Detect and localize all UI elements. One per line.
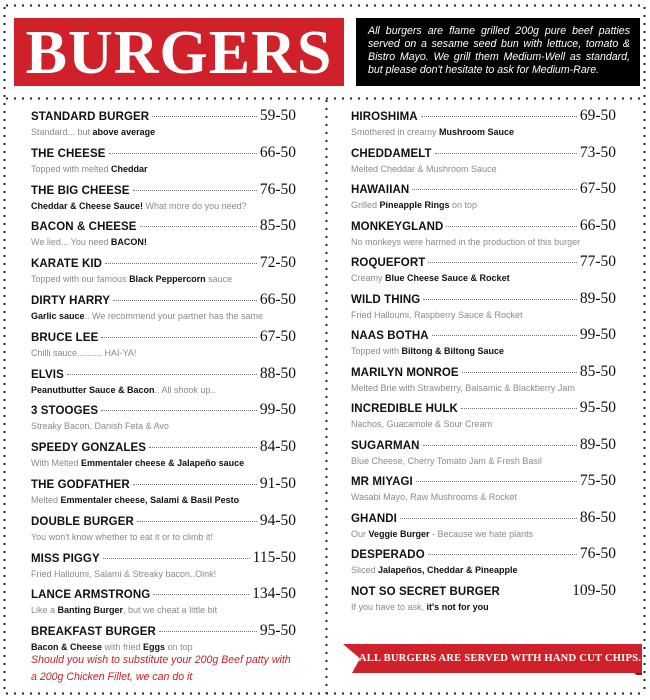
description-text: .. We recommend your partner has the same xyxy=(84,310,263,321)
description-highlight: Pineapple Rings xyxy=(379,200,450,210)
menu-item-price: 77-50 xyxy=(579,253,616,270)
dot-leader xyxy=(435,153,577,154)
menu-item-name: SPEEDY GONZALES xyxy=(31,442,147,455)
menu-item-description xyxy=(351,126,616,138)
menu-item-price: 94-50 xyxy=(259,511,296,529)
dot-leader xyxy=(140,226,257,227)
menu-item-price: 76-50 xyxy=(579,545,616,562)
menu-item-name: KARATE KID xyxy=(31,258,103,271)
menu-item xyxy=(351,144,616,181)
menu-item-row xyxy=(31,475,296,494)
menu-item-row xyxy=(351,399,616,418)
menu-item-price: 99-50 xyxy=(579,326,616,343)
menu-item-row xyxy=(31,438,296,457)
menu-item-description xyxy=(31,494,296,506)
description-text: Smothered in creamy xyxy=(351,127,440,137)
menu-item-name: INCREDIBLE HULK xyxy=(351,403,458,415)
menu-item-description xyxy=(351,528,616,540)
menu-item-row xyxy=(31,622,296,641)
menu-item-description xyxy=(351,601,616,613)
left-dotted-border xyxy=(3,4,6,695)
description-text: Sliced xyxy=(351,565,379,575)
menu-item-row xyxy=(351,107,616,126)
menu-item-price: 72-50 xyxy=(259,254,296,272)
menu-item-name: MARILYN MONROE xyxy=(351,366,459,379)
description-text: Fried Halloumi, Salami & Streaky bacon..Oink! xyxy=(31,568,217,579)
right-dotted-border xyxy=(643,4,646,695)
description-highlight: Jalapeños, Cheddar & Pineapple xyxy=(378,565,518,575)
description-text: What more do you need? xyxy=(143,200,247,211)
description-text: If you have to ask, xyxy=(351,601,427,612)
menu-item-name: SUGARMAN xyxy=(351,439,420,452)
menu-item-description xyxy=(31,126,296,138)
description-highlight: Biltong & Biltong Sauce xyxy=(401,346,505,356)
description-highlight: Bacon & Cheese xyxy=(31,642,103,653)
menu-item-name: THE GODFATHER xyxy=(31,478,130,491)
chips-banner xyxy=(343,644,646,675)
dot-leader xyxy=(461,408,577,409)
menu-item-price: 75-50 xyxy=(579,472,616,489)
title-banner xyxy=(14,18,344,86)
menu-item-description xyxy=(351,455,616,467)
description-highlight: Cheddar xyxy=(111,163,148,174)
menu-item xyxy=(31,144,296,181)
menu-item xyxy=(351,436,616,473)
menu-item-description xyxy=(31,163,296,175)
menu-item-price: 66-50 xyxy=(259,143,296,161)
dot-leader xyxy=(428,262,576,263)
menu-item-row xyxy=(31,254,296,273)
menu-item-price: 66-50 xyxy=(579,216,616,234)
description-text: Melted xyxy=(31,494,61,505)
description-highlight: Garlic sauce xyxy=(31,310,85,321)
description-highlight: Black Peppercorn xyxy=(129,274,206,285)
description-text: Fried Halloumi, Raspberry Sauce & Rocket xyxy=(351,309,523,320)
menu-item-price: 115-50 xyxy=(252,548,296,566)
description-highlight: BACON! xyxy=(110,237,147,248)
menu-item-price: 95-50 xyxy=(579,399,616,416)
menu-item xyxy=(31,512,296,549)
menu-item xyxy=(351,290,616,327)
menu-item-name: GHANDI xyxy=(351,512,397,525)
menu-item xyxy=(351,582,616,619)
menu-item-name: NAAS BOTHA xyxy=(351,330,429,342)
menu-item-description xyxy=(351,491,616,503)
description-text: sauce xyxy=(205,274,233,285)
menu-item-row xyxy=(31,512,296,531)
menu-item xyxy=(31,585,296,622)
menu-item xyxy=(31,438,296,475)
menu-item xyxy=(31,328,296,365)
description-highlight: Peanutbutter Sauce & Bacon xyxy=(31,384,155,395)
description-highlight: above average xyxy=(92,127,156,137)
menu-item-name: HIROSHIMA xyxy=(351,111,418,123)
menu-item-description xyxy=(351,382,616,394)
description-text: , but we cheat a little bit xyxy=(123,605,218,616)
description-text: Streaky Bacon, Danish Feta & Avo xyxy=(31,421,169,432)
description-text: With Melted xyxy=(31,458,82,469)
intro-box xyxy=(356,18,640,86)
dot-leader xyxy=(153,594,249,595)
menu-item-row xyxy=(351,144,616,163)
dot-leader xyxy=(67,374,257,375)
description-highlight: Cheddar & Cheese Sauce! xyxy=(31,200,144,211)
menu-item-row xyxy=(351,326,616,345)
intro-text: All burgers are flame grilled 200g pure beef patties served on a sesame seed bun with lettuce, tomato & Bistro Mayo. We grill them Medium-Well as standard, but please don't hesitate to ask for Medium-Rare. xyxy=(368,25,630,76)
menu-item xyxy=(31,217,296,254)
menu-item xyxy=(351,217,616,254)
menu-item-row xyxy=(351,253,616,272)
dot-leader xyxy=(428,554,577,555)
menu-item xyxy=(31,291,296,328)
description-highlight: Blue Cheese Sauce & Rocket xyxy=(385,273,510,283)
dot-leader xyxy=(101,410,257,411)
menu-item-row xyxy=(31,328,296,347)
menu-item-description xyxy=(351,199,616,211)
menu-item xyxy=(31,365,296,402)
menu-item xyxy=(351,180,616,217)
menu-item xyxy=(351,545,616,582)
description-highlight: Emmentaler cheese & Jalapeño sauce xyxy=(81,458,245,469)
menu-item-row xyxy=(31,107,296,126)
menu-item-row xyxy=(31,291,296,310)
menu-item xyxy=(351,326,616,363)
menu-item-price: 89-50 xyxy=(579,435,616,453)
description-text: Our xyxy=(351,528,369,539)
menu-item-name: BACON & CHEESE xyxy=(31,221,137,234)
dot-leader xyxy=(137,521,257,522)
top-dotted-border xyxy=(3,4,646,7)
menu-item-price: 69-50 xyxy=(579,107,616,124)
menu-item xyxy=(31,181,296,218)
menu-item-row xyxy=(351,436,616,455)
menu-item-description xyxy=(31,200,296,212)
menu-item-description xyxy=(31,310,296,322)
menu-item-name: DIRTY HARRY xyxy=(31,294,111,307)
description-highlight: Eggs xyxy=(143,642,166,653)
menu-item-price: 67-50 xyxy=(579,180,616,197)
menu-item-price: 88-50 xyxy=(259,364,296,382)
menu-item-row xyxy=(31,401,296,420)
description-text: Melted Brie with Strawberry, Balsamic & Blackberry Jam xyxy=(351,382,575,393)
description-text: Blue Cheese, Cherry Tomato Jam & Fresh Basil xyxy=(351,455,542,466)
menu-item-row xyxy=(31,549,296,568)
menu-item-description xyxy=(351,272,616,284)
menu-item-row xyxy=(351,545,616,564)
description-text: .. All shook up.. xyxy=(154,384,216,395)
menu-item-name: DESPERADO xyxy=(351,549,425,561)
menu-item-price: 89-50 xyxy=(579,289,616,307)
dot-leader xyxy=(159,631,257,632)
menu-item xyxy=(351,399,616,436)
menu-item-price: 85-50 xyxy=(259,217,296,235)
description-highlight: Veggie Burger xyxy=(368,528,430,539)
menu-item-row xyxy=(351,509,616,528)
menu-item-description xyxy=(31,384,296,396)
dot-leader xyxy=(423,445,577,446)
menu-item-name: WILD THING xyxy=(351,293,421,306)
description-text: with fried xyxy=(102,642,144,653)
menu-item-row xyxy=(351,363,616,382)
menu-item-price: 95-50 xyxy=(259,622,296,640)
menu-item xyxy=(351,253,616,290)
description-text: Topped with melted xyxy=(31,163,112,174)
menu-item-row xyxy=(351,472,616,491)
description-highlight: it's not for you xyxy=(426,601,489,612)
menu-item-description xyxy=(31,236,296,248)
column-divider xyxy=(325,97,328,695)
description-text: Melted Cheddar & Mushroom Sauce xyxy=(351,163,497,174)
description-text: Nachos, Guacamole & Sour Cream xyxy=(351,419,493,429)
chicken-substitute-note: Should you wish to substitute your 200g Beef patty with a 200g Chicken Fillet, we can do it xyxy=(31,654,291,683)
description-text: on top xyxy=(449,200,478,210)
menu-item-description xyxy=(351,418,616,430)
description-text: Chilli sauce.......... HAI-YA! xyxy=(31,347,137,358)
dot-leader xyxy=(133,484,257,485)
menu-item-row xyxy=(31,585,296,604)
menu-item xyxy=(351,509,616,546)
menu-item-name: MR MIYAGI xyxy=(351,476,413,488)
dot-leader xyxy=(400,518,577,519)
menu-item-description xyxy=(351,564,616,576)
menu-item-price: 84-50 xyxy=(259,438,296,456)
dot-leader xyxy=(412,189,577,190)
menu-item-name: DOUBLE BURGER xyxy=(31,515,134,528)
menu-item-row xyxy=(351,290,616,309)
description-text: Creamy xyxy=(351,273,386,283)
description-text: No monkeys were harmed in the production of this burger xyxy=(351,236,581,247)
description-text: - Because we hate plants xyxy=(429,528,534,539)
description-text: Wasabi Mayo, Raw Mushrooms & Rocket xyxy=(351,492,517,502)
dot-leader xyxy=(416,481,577,482)
menu-item-description xyxy=(351,309,616,321)
menu-item-name: STANDARD BURGER xyxy=(31,111,150,123)
menu-item-name: BRUCE LEE xyxy=(31,331,99,344)
description-highlight: Mushroom Sauce xyxy=(439,127,515,137)
description-text: We lied... You need xyxy=(31,237,111,248)
chips-banner-text: ALL BURGERS ARE SERVED WITH HAND CUT CHIPS. xyxy=(358,653,642,664)
dot-leader xyxy=(149,447,257,448)
dot-leader xyxy=(446,226,576,227)
menu-item-name: ROQUEFORT xyxy=(351,257,426,269)
menu-item-description xyxy=(31,604,296,616)
dot-leader xyxy=(462,372,577,373)
menu-item xyxy=(31,254,296,291)
description-text: on top xyxy=(165,642,193,653)
dot-leader xyxy=(103,558,250,559)
dot-leader xyxy=(421,116,577,117)
description-highlight: Banting Burger xyxy=(57,605,124,616)
menu-item-price: 99-50 xyxy=(259,401,296,419)
description-text: Topped with xyxy=(351,346,402,356)
menu-item-row xyxy=(351,582,616,601)
menu-item xyxy=(31,475,296,512)
menu-item-name: THE BIG CHEESE xyxy=(31,184,130,197)
menu-item-row xyxy=(351,180,616,199)
menu-item-row xyxy=(31,365,296,384)
menu-item-price: 59-50 xyxy=(259,107,296,124)
menu-item-description xyxy=(31,273,296,285)
dot-leader xyxy=(113,300,257,301)
dot-leader xyxy=(101,337,256,338)
menu-item-price: 85-50 xyxy=(579,362,616,380)
page-title: BURGERS xyxy=(25,19,333,87)
menu-item-row xyxy=(31,217,296,236)
menu-item-description xyxy=(31,457,296,469)
description-text: Like a xyxy=(31,605,58,616)
menu-item-name: THE CHEESE xyxy=(31,147,106,160)
menu-item-description xyxy=(351,236,616,248)
menu-item-name: MONKEYGLAND xyxy=(351,220,444,233)
menu-item-row xyxy=(31,144,296,163)
menu-item xyxy=(351,107,616,144)
left-menu-column xyxy=(31,107,296,659)
description-highlight: Emmentaler cheese, Salami & Basil Pesto xyxy=(60,494,240,505)
menu-item-price: 109-50 xyxy=(572,581,616,599)
dot-leader xyxy=(133,190,257,191)
menu-item-name: 3 STOOGES xyxy=(31,405,99,418)
dot-leader xyxy=(423,299,576,300)
menu-item-name: MISS PIGGY xyxy=(31,552,100,565)
menu-item-name: CHEDDAMELT xyxy=(351,147,432,160)
menu-item-name: BREAKFAST BURGER xyxy=(31,626,156,639)
dot-leader xyxy=(105,263,257,264)
right-menu-column xyxy=(351,107,616,618)
menu-item-price: 76-50 xyxy=(259,180,296,198)
menu-item-name: NOT SO SECRET BURGER xyxy=(351,585,500,598)
description-text: Grilled xyxy=(351,200,380,210)
menu-item xyxy=(351,472,616,509)
menu-item-description xyxy=(351,163,616,175)
menu-item-description xyxy=(31,420,296,432)
menu-item-name: ELVIS xyxy=(31,368,64,381)
menu-item-price: 67-50 xyxy=(259,327,296,345)
description-text: Standard... but xyxy=(31,127,93,137)
menu-item-price: 91-50 xyxy=(259,474,296,492)
dot-leader xyxy=(109,153,257,154)
dot-leader xyxy=(152,116,257,117)
menu-item-name: HAWAIIAN xyxy=(351,184,410,196)
menu-item-description xyxy=(31,568,296,580)
menu-item-price: 134-50 xyxy=(252,585,296,603)
description-text: Topped with our famous xyxy=(31,274,130,285)
menu-item-description xyxy=(31,531,296,543)
menu-item xyxy=(31,401,296,438)
menu-item-name: LANCE ARMSTRONG xyxy=(31,589,151,602)
menu-item-description xyxy=(351,345,616,357)
menu-item xyxy=(31,107,296,144)
menu-item-row xyxy=(31,181,296,200)
menu-item-price: 86-50 xyxy=(579,508,616,526)
dot-leader xyxy=(432,335,577,336)
menu-item-row xyxy=(351,217,616,236)
menu-item xyxy=(351,363,616,400)
menu-item-price: 66-50 xyxy=(259,290,296,308)
description-text: You won't know whether to eat it or to climb it! xyxy=(31,531,213,542)
menu-item xyxy=(31,549,296,586)
menu-item-price: 73-50 xyxy=(579,143,616,161)
menu-item-description xyxy=(31,347,296,359)
